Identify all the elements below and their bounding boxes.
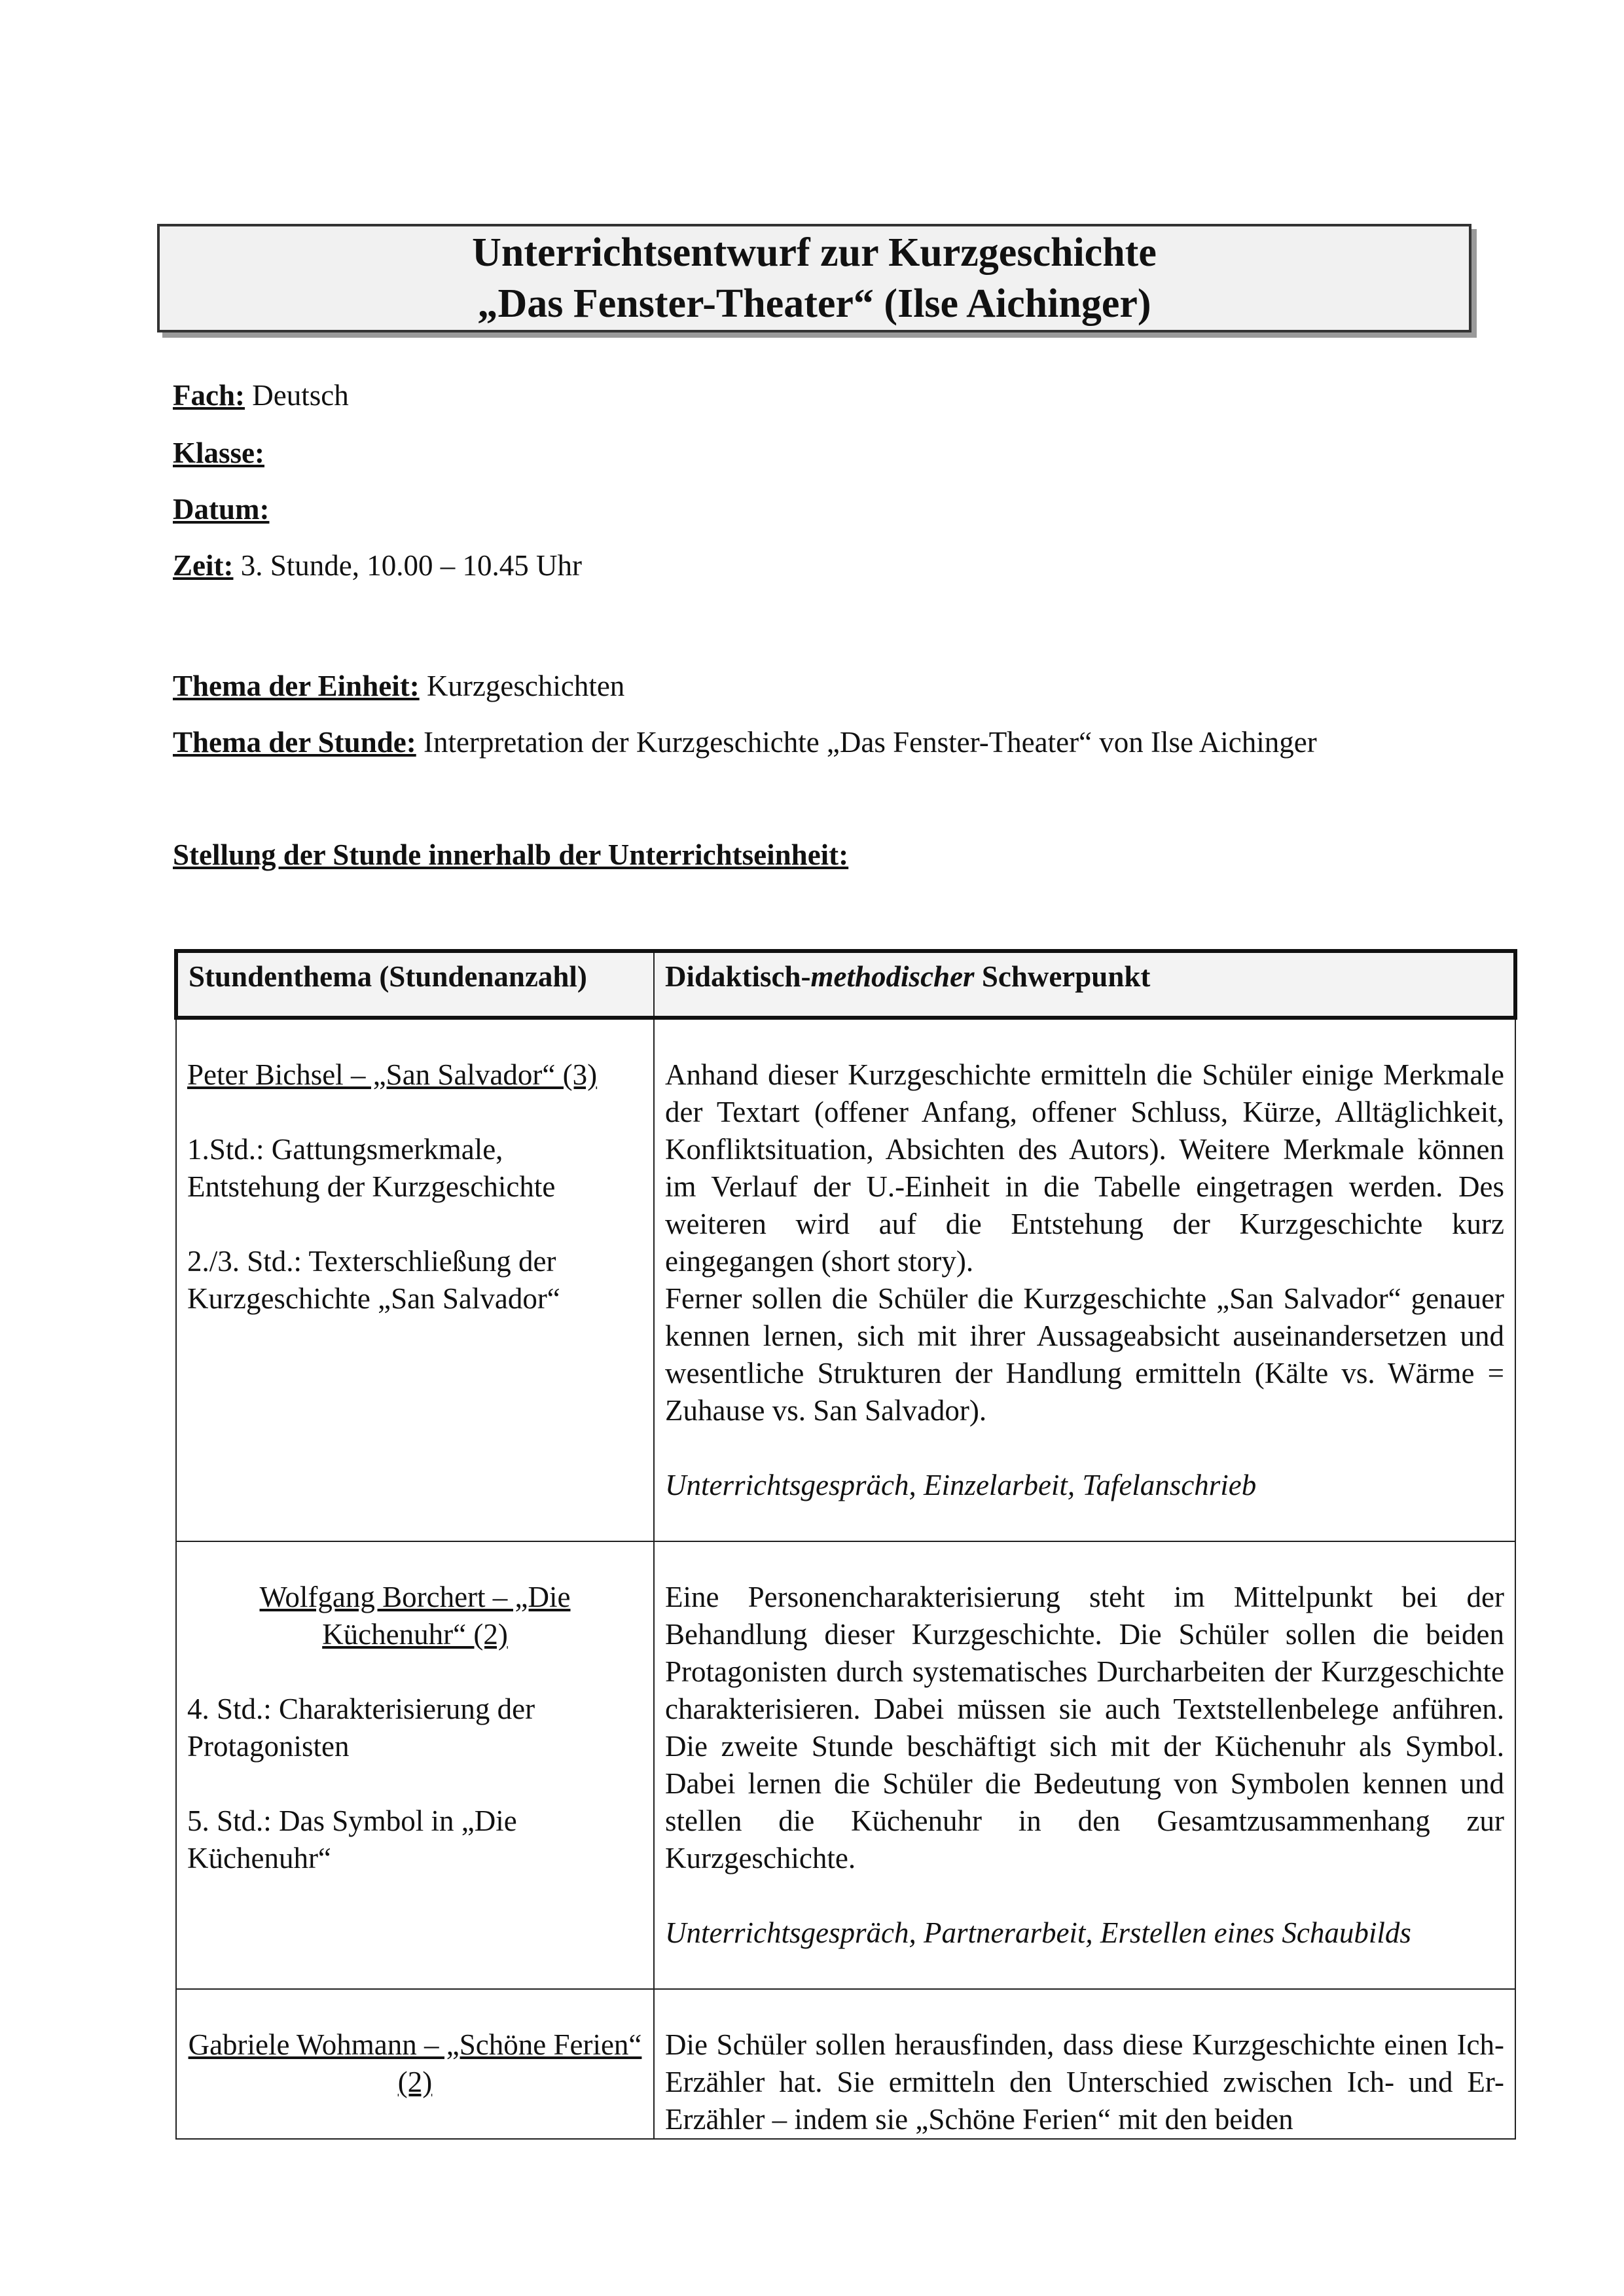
meta-thema-stunde bbox=[173, 724, 1317, 761]
meta-zeit-value: 3. Stunde, 10.00 – 10.45 Uhr bbox=[240, 549, 582, 582]
meta-klasse-label: Klasse: bbox=[173, 437, 264, 469]
meta-fach-value: Deutsch bbox=[252, 379, 349, 412]
meta-thema-stunde-label: Thema der Stunde: bbox=[173, 726, 416, 759]
row-2-item-1: 4. Std.: Charakterisierung der Protagonisten bbox=[187, 1693, 535, 1763]
meta-zeit bbox=[173, 547, 582, 584]
table-row bbox=[176, 1541, 1515, 1989]
meta-datum-label: Datum: bbox=[173, 493, 270, 526]
meta-zeit-label: Zeit: bbox=[173, 549, 234, 582]
row-1-text-2: Ferner sollen die Schüler die Kurzgeschichte „San Salvador“ genauer kennen lernen, sich mit ihrer Aussageabsicht auseinandersetzen und wesentliche Strukturen der Handlung ermitteln (Kälte vs. Wärme = Zuhause vs. San Salvador). bbox=[665, 1282, 1504, 1427]
row-1-method: Unterrichtsgespräch, Einzelarbeit, Tafelanschrieb bbox=[665, 1469, 1257, 1501]
row-2-method: Unterrichtsgespräch, Partnerarbeit, Erstellen eines Schaubilds bbox=[665, 1916, 1411, 1949]
meta-thema-stunde-value: Interpretation der Kurzgeschichte „Das Fenster-Theater“ von Ilse Aichinger bbox=[423, 726, 1317, 759]
meta-klasse bbox=[173, 435, 264, 471]
row-1-author: Peter Bichsel – „San Salvador“ (3) bbox=[187, 1058, 598, 1091]
header-schwerpunkt-part-c: Schwerpunkt bbox=[974, 960, 1151, 993]
row-2-text-1: Eine Personencharakterisierung steht im Mittelpunkt bei der Behandlung dieser Kurzgeschichte. Die Schüler sollen die beiden Protagonisten durch systematisches Durcharbeiten der Kurzgeschichte charakterisieren. Dabei müssen sie auch Textstellenbelege anführen. Die zweite Stunde beschäftigt sich mit der Küchenuhr als Symbol. Dabei lernen die Schüler die Bedeutung von Symbolen kennen und stellen die Küchenuhr in den Gesamtzusammenhang zur Kurzgeschichte. bbox=[665, 1581, 1504, 1874]
row-3-text-1: Die Schüler sollen herausfinden, dass diese Kurzgeschichte einen Ich-Erzähler hat. Sie ermitteln den Unterschied zwischen Ich- und Er-Erzähler – indem sie „Schöne Ferien“ mit den beiden bbox=[665, 2028, 1504, 2136]
header-stundenthema: Stundenthema (Stundenanzahl) bbox=[176, 951, 654, 1018]
table-row bbox=[176, 1989, 1515, 2139]
lesson-plan-table bbox=[174, 949, 1517, 2140]
row-3-topic bbox=[176, 1989, 654, 2139]
row-1-item-2: 2./3. Std.: Texterschließung der Kurzgeschichte „San Salvador“ bbox=[187, 1245, 560, 1315]
row-1-item-1: 1.Std.: Gattungsmerkmale, Entstehung der Kurzgeschichte bbox=[187, 1133, 556, 1203]
meta-thema-einheit bbox=[173, 668, 624, 704]
table-header-row bbox=[176, 951, 1515, 1018]
table-row bbox=[176, 1018, 1515, 1541]
meta-fach bbox=[173, 377, 349, 414]
row-3-focus bbox=[654, 1989, 1515, 2139]
row-1-text-1: Anhand dieser Kurzgeschichte ermitteln die Schüler einige Merkmale der Textart (offener Anfang, offener Schluss, Kürze, Alltäglichkeit, Konfliktsituation, Absichten des Autors). Weitere Merkmale können im Verlauf der U.-Einheit in die Tabelle eingetragen werden. Des weiteren wird auf die Entstehung der Kurzgeschichte kurz eingegangen (short story). bbox=[665, 1058, 1504, 1278]
row-1-focus bbox=[654, 1018, 1515, 1541]
header-schwerpunkt bbox=[654, 951, 1515, 1018]
meta-thema-einheit-label: Thema der Einheit: bbox=[173, 670, 420, 702]
document-title-line-2: „Das Fenster-Theater“ (Ilse Aichinger) bbox=[477, 281, 1151, 326]
header-schwerpunkt-part-b: methodischer bbox=[810, 960, 975, 993]
row-2-author: Wolfgang Borchert – „Die Küchenuhr“ (2) bbox=[259, 1581, 571, 1651]
row-3-author: Gabriele Wohmann – „Schöne Ferien“ (2) bbox=[188, 2028, 642, 2098]
row-2-topic bbox=[176, 1541, 654, 1989]
meta-datum bbox=[173, 491, 269, 528]
meta-fach-label: Fach: bbox=[173, 379, 245, 412]
section-heading: Stellung der Stunde innerhalb der Unterrichtseinheit: bbox=[173, 838, 849, 871]
meta-thema-einheit-value: Kurzgeschichten bbox=[426, 670, 625, 702]
row-2-item-2: 5. Std.: Das Symbol in „Die Küchenuhr“ bbox=[187, 1804, 517, 1874]
document-title-box bbox=[157, 224, 1471, 332]
document-title-line-1: Unterrichtsentwurf zur Kurzgeschichte bbox=[472, 230, 1157, 275]
row-1-topic bbox=[176, 1018, 654, 1541]
header-schwerpunkt-part-a: Didaktisch- bbox=[665, 960, 811, 993]
row-2-focus bbox=[654, 1541, 1515, 1989]
